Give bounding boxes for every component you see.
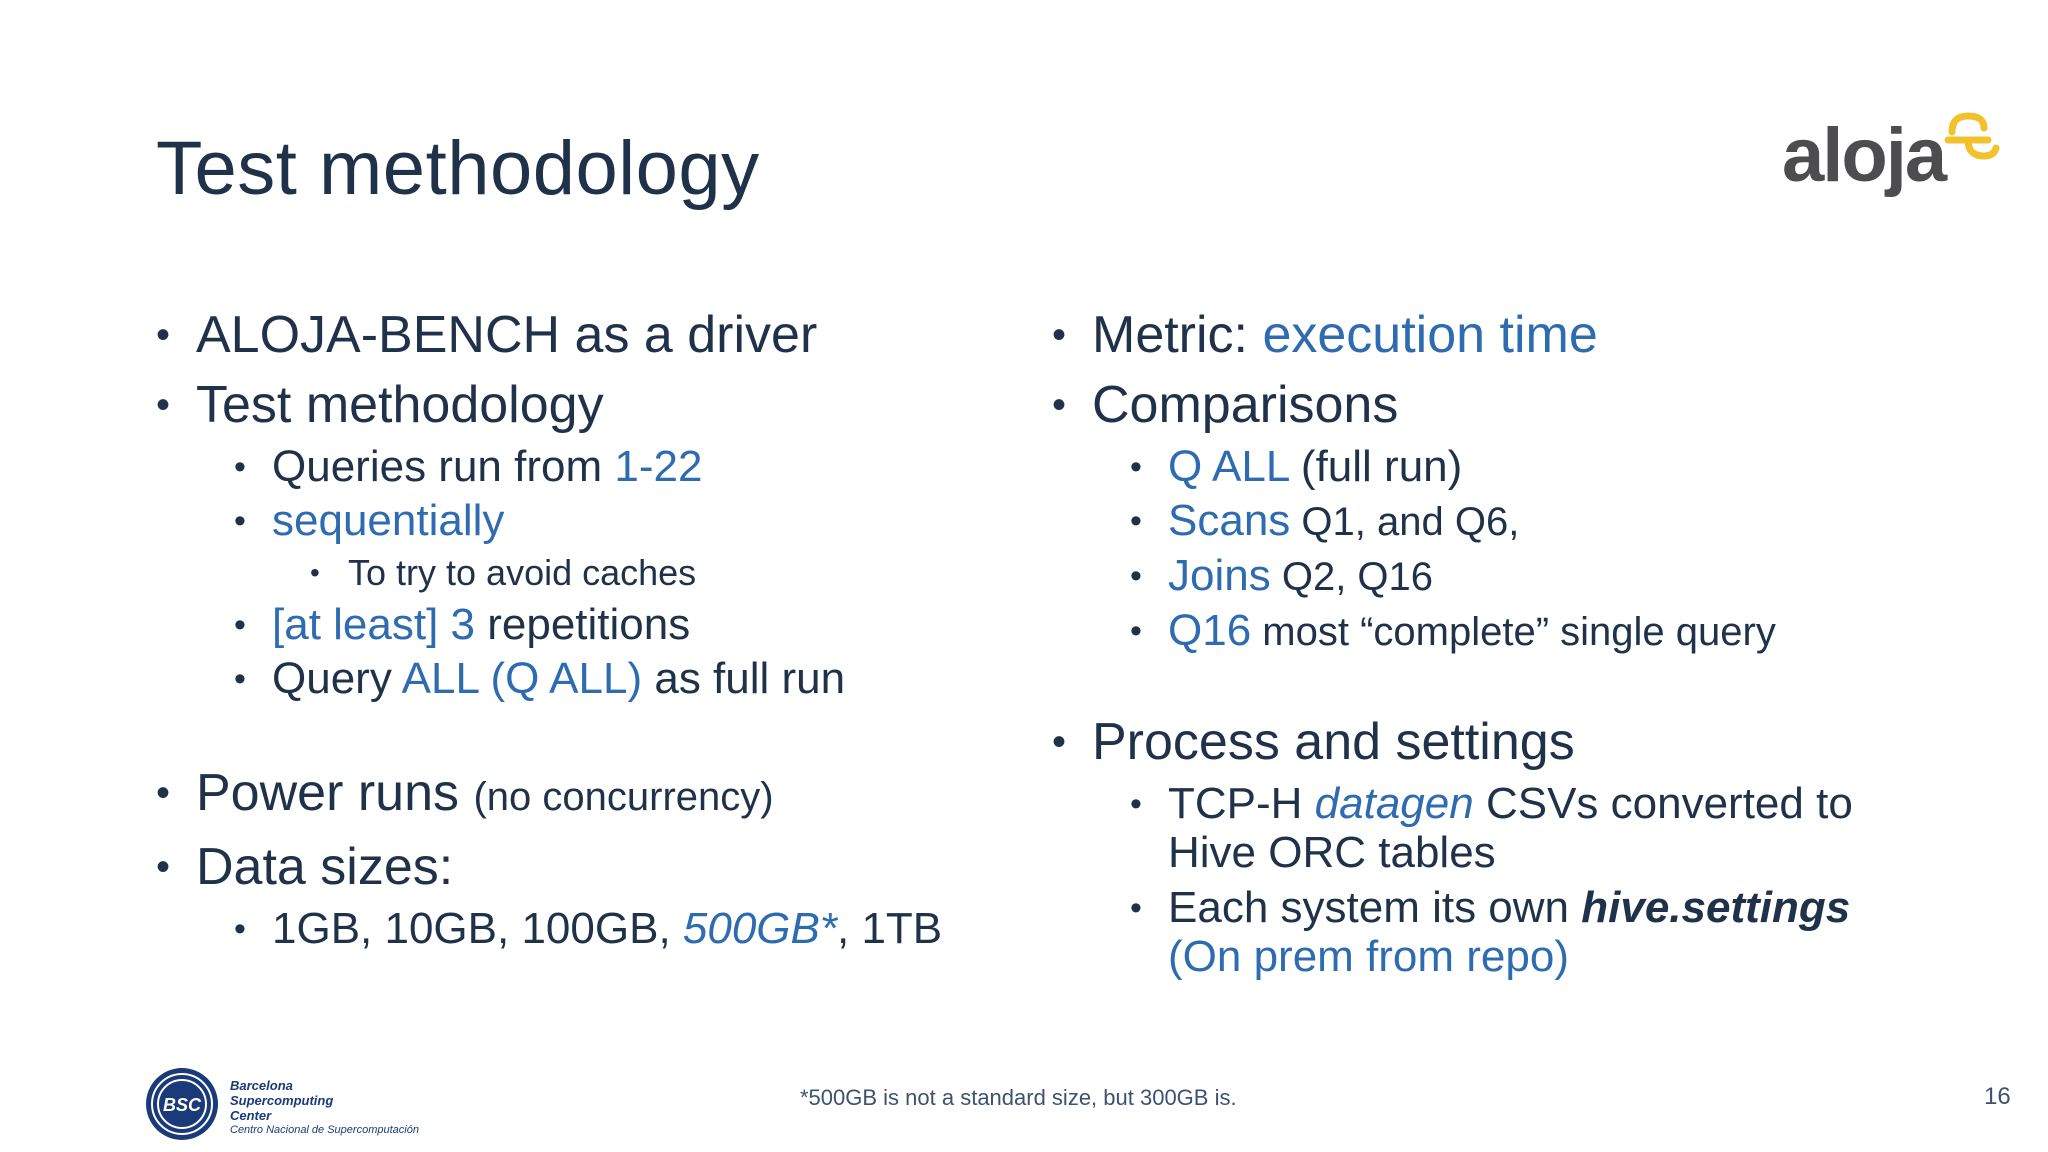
bsc-line2: Supercomputing bbox=[230, 1093, 334, 1108]
bullet-size-list bbox=[156, 902, 1016, 956]
sizes-pre: 1GB, 10GB, 100GB, bbox=[272, 904, 683, 953]
scans-hl: Scans bbox=[1168, 496, 1291, 545]
bsc-abbr: BSC bbox=[162, 1095, 202, 1115]
bullet-data-sizes: • Data sizes: bbox=[156, 832, 1016, 902]
left-column bbox=[156, 300, 1016, 956]
scans-rest: Q1, and Q6, bbox=[1290, 500, 1520, 544]
sizes-post: , 1TB bbox=[837, 904, 943, 953]
bullet-metric bbox=[1052, 300, 1952, 370]
bullet-test-methodology: • Test methodology bbox=[156, 370, 1016, 440]
hive-continuation: (On prem from repo) bbox=[1168, 932, 1569, 981]
driver-name: ALOJA-BENCH bbox=[196, 306, 561, 364]
power-runs-note: (no concurrency) bbox=[473, 775, 774, 819]
q-all-rest: (full run) bbox=[1288, 442, 1463, 491]
bsc-text bbox=[230, 1078, 419, 1138]
q-all-hl: Q ALL bbox=[1168, 442, 1289, 491]
datagen-post: CSVs converted to bbox=[1473, 779, 1853, 828]
right-column bbox=[1052, 300, 1952, 979]
queries-range: 1-22 bbox=[614, 442, 703, 491]
datagen-hl: datagen bbox=[1314, 779, 1474, 828]
page-number: 16 bbox=[1984, 1083, 2011, 1110]
bsc-emblem-icon bbox=[142, 1064, 226, 1144]
repetitions-text: repetitions bbox=[475, 600, 691, 649]
metric-label: Metric: bbox=[1092, 306, 1263, 364]
bullet-datagen bbox=[1052, 777, 1952, 831]
slide-title: Test methodology bbox=[156, 126, 760, 211]
bullet-sequentially: • sequentially bbox=[156, 494, 1016, 548]
power-runs-text: Power runs bbox=[196, 764, 474, 822]
hive-hl: hive.settings bbox=[1581, 883, 1851, 932]
bullet-scans bbox=[1052, 494, 1952, 549]
bullet-queries-range bbox=[156, 440, 1016, 494]
joins-hl: Joins bbox=[1168, 551, 1271, 600]
aloja-wordmark: aloja bbox=[1782, 113, 1946, 198]
bullet-query-all bbox=[156, 652, 1016, 706]
bullet-power-runs bbox=[156, 758, 1016, 832]
query-all-hl: ALL (Q ALL) bbox=[401, 654, 643, 703]
bullet-repetitions bbox=[156, 598, 1016, 652]
sizes-hl: 500GB* bbox=[682, 904, 837, 953]
datagen-pre: TCP-H bbox=[1168, 779, 1315, 828]
footnote: *500GB is not a standard size, but 300GB is. bbox=[800, 1085, 1237, 1110]
metric-value: execution time bbox=[1262, 306, 1598, 364]
bsc-logo bbox=[142, 1064, 442, 1144]
queries-text: Queries run from bbox=[272, 442, 615, 491]
aloja-mark-icon bbox=[1942, 110, 2002, 170]
bullet-driver bbox=[156, 300, 1016, 370]
bullet-comparisons: • Comparisons bbox=[1052, 370, 1952, 440]
query-all-post: as full run bbox=[642, 654, 846, 703]
bullet-hive-settings bbox=[1052, 881, 1952, 935]
q16-rest: most “complete” single query bbox=[1251, 610, 1776, 654]
q16-hl: Q16 bbox=[1168, 606, 1252, 655]
hive-pre: Each system its own bbox=[1168, 883, 1582, 932]
bsc-line4: Centro Nacional de Supercomputación bbox=[230, 1124, 419, 1136]
bullet-q-all bbox=[1052, 440, 1952, 494]
driver-rest: as a driver bbox=[560, 306, 818, 364]
query-all-pre: Query bbox=[272, 654, 402, 703]
bullet-joins bbox=[1052, 549, 1952, 604]
aloja-logo bbox=[1782, 110, 2002, 210]
joins-rest: Q2, Q16 bbox=[1270, 555, 1434, 599]
bsc-line1: Barcelona bbox=[230, 1078, 293, 1093]
bsc-line3: Center bbox=[230, 1108, 272, 1123]
bullet-q16 bbox=[1052, 604, 1952, 659]
bullet-process-settings: • Process and settings bbox=[1052, 707, 1952, 777]
bullet-avoid-caches: • To try to avoid caches bbox=[156, 548, 1016, 598]
repetitions-count: [at least] 3 bbox=[272, 600, 476, 649]
datagen-continuation: Hive ORC tables bbox=[1168, 828, 1496, 877]
